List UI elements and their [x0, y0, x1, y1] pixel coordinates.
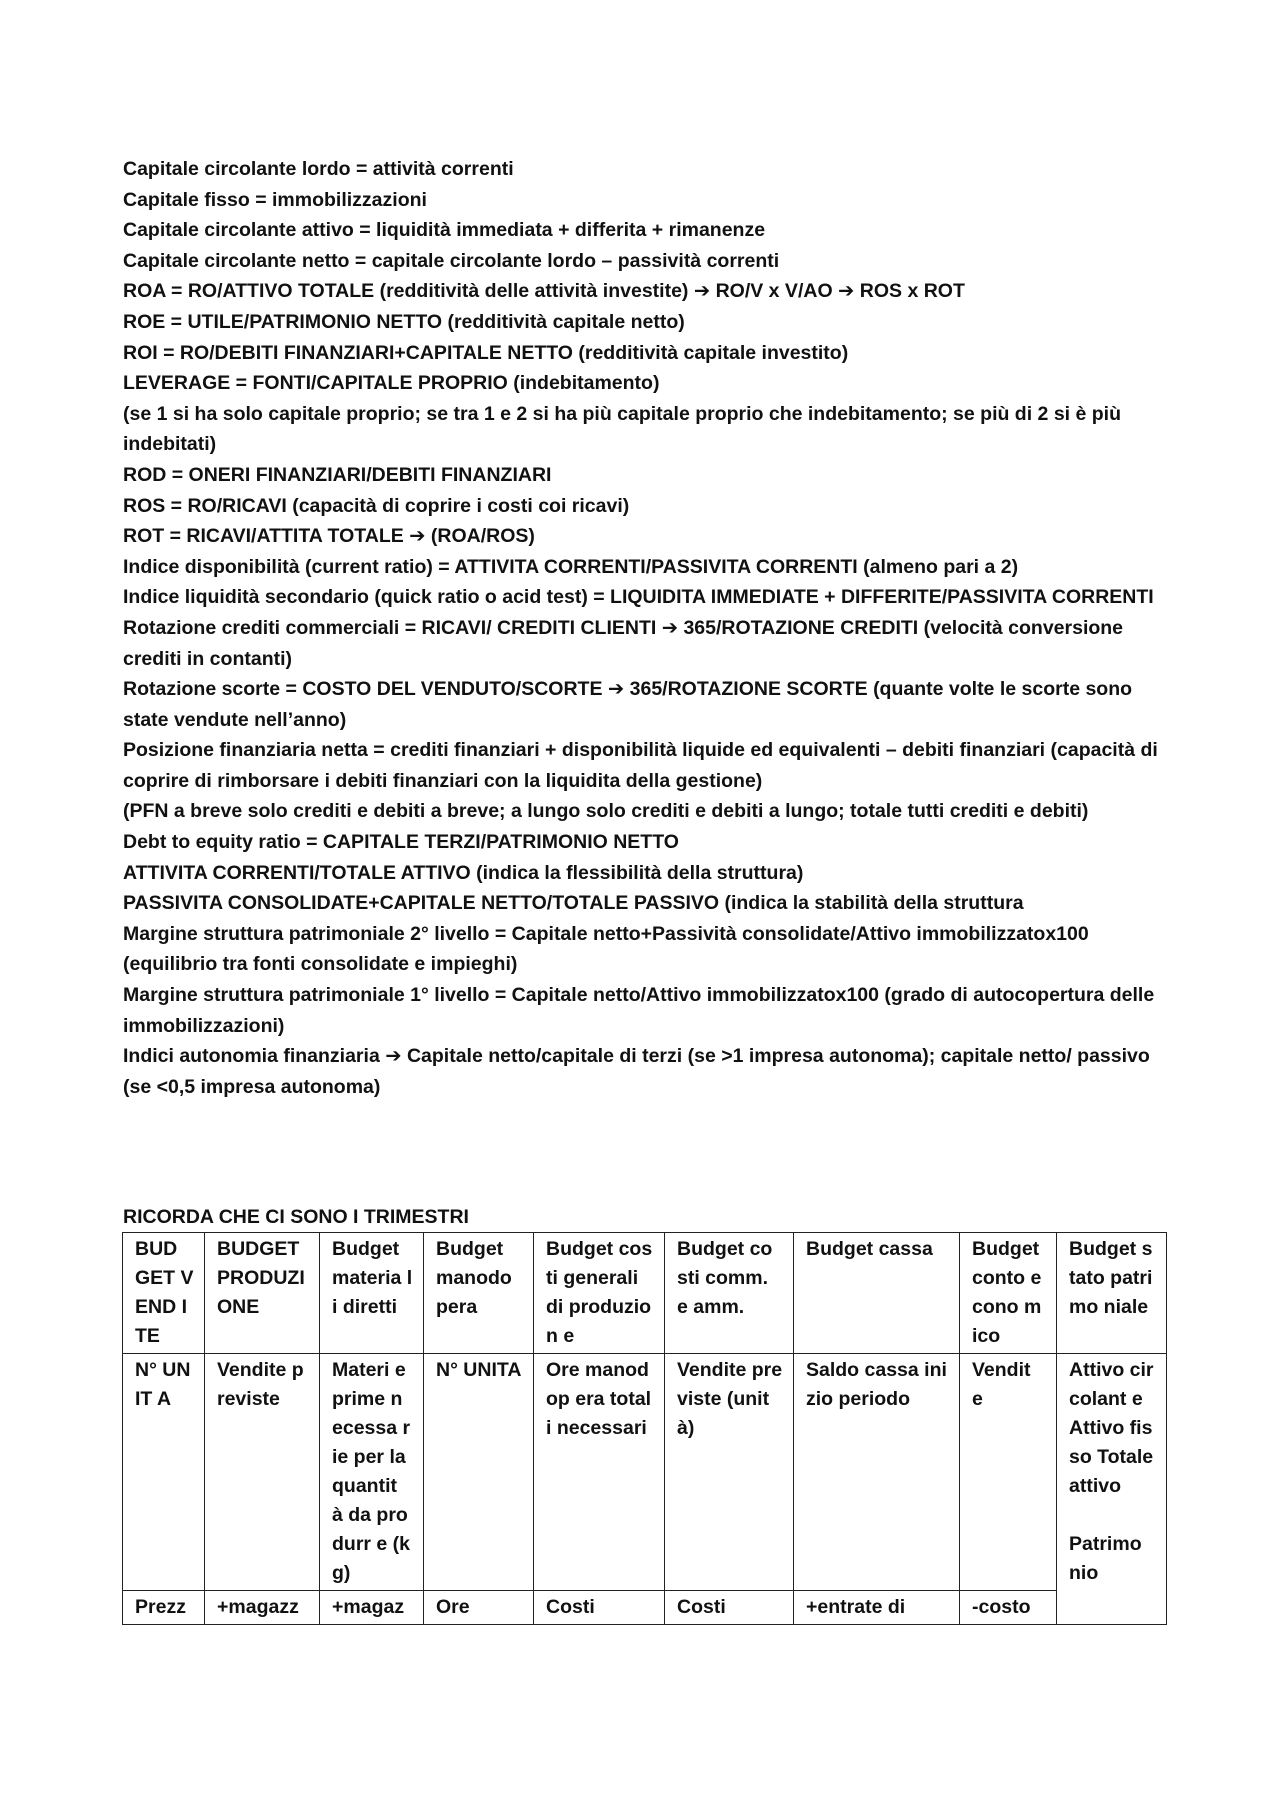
cell-text: Patrimo nio: [1069, 1533, 1142, 1584]
formula-line: (se 1 si ha solo capitale proprio; se tra 1 e 2 si ha più capitale proprio che indebitamento; se più di 2 si è più indebitati): [123, 402, 1122, 456]
formula-line: Margine struttura patrimoniale 1° livello = Capitale netto/Attivo immobilizzatox100 (grado di autocopertura delle immobilizzazioni): [123, 984, 1155, 1037]
budget-table: [122, 1232, 1167, 1625]
table-header-cell: Budget costi generali di produzion e: [534, 1233, 665, 1354]
table-row: [123, 1354, 1167, 1591]
formula-list: [123, 154, 1173, 1102]
formula-line: Posizione finanziaria netta = crediti finanziari + disponibilità liquide ed equivalenti – debiti finanziari (capacità di coprire di rimborsare i debiti finanziari con la liquidita della gestione): [123, 739, 1158, 792]
table-cell: Vendit e: [960, 1354, 1057, 1591]
table-cell: Saldo cassa inizio periodo: [794, 1354, 960, 1591]
table-header-cell: Budget conto econo mico: [960, 1233, 1057, 1354]
formula-line: ROI = RO/DEBITI FINANZIARI+CAPITALE NETTO (redditività capitale investito): [123, 341, 849, 364]
table-header-cell: Budget manodo pera: [424, 1233, 534, 1354]
formula-line: ROS = RO/RICAVI (capacità di coprire i costi coi ricavi): [123, 494, 630, 517]
table-cell: N° UNITA: [424, 1354, 534, 1591]
formula-line: Capitale fisso = immobilizzazioni: [123, 188, 427, 211]
formula-line: Rotazione scorte = COSTO DEL VENDUTO/SCORTE ➔ 365/ROTAZIONE SCORTE (quante volte le scorte sono state vendute nell’anno): [123, 678, 1133, 731]
table-cell: +entrate di: [794, 1591, 960, 1625]
table-cell: [1057, 1354, 1167, 1625]
table-cell: +magaz: [320, 1591, 424, 1625]
table-cell: Costi: [665, 1591, 794, 1625]
table-header-cell: Budget costi comm. e amm.: [665, 1233, 794, 1354]
table-cell: N° UNIT A: [123, 1354, 205, 1591]
table-header-cell: BUDGET PRODUZI ONE: [205, 1233, 320, 1354]
cell-text: Attivo circolant e Attivo fisso Totale attivo: [1069, 1359, 1154, 1497]
formula-line: Indice liquidità secondario (quick ratio o acid test) = LIQUIDITA IMMEDIATE + DIFFERITE/PASSIVITA CORRENTI: [123, 586, 1154, 609]
formula-line: ROE = UTILE/PATRIMONIO NETTO (redditività capitale netto): [123, 310, 685, 333]
table-row: [123, 1591, 1167, 1625]
reminder-heading: RICORDA CHE CI SONO I TRIMESTRI: [123, 1206, 469, 1228]
formula-line: LEVERAGE = FONTI/CAPITALE PROPRIO (indebitamento): [123, 372, 660, 395]
formula-line: Debt to equity ratio = CAPITALE TERZI/PATRIMONIO NETTO: [123, 831, 679, 854]
formula-line: Indice disponibilità (current ratio) = ATTIVITA CORRENTI/PASSIVITA CORRENTI (almeno pari a 2): [123, 555, 1019, 578]
table-cell: Vendite previste (unità): [665, 1354, 794, 1591]
table-header-cell: BUD GET VEND ITE: [123, 1233, 205, 1354]
formula-line: ROT = RICAVI/ATTITA TOTALE ➔ (ROA/ROS): [123, 525, 535, 548]
formula-line: Margine struttura patrimoniale 2° livello = Capitale netto+Passività consolidate/Attivo immobilizzatox100 (equilibrio tra fonti consolidate e impieghi): [123, 922, 1089, 976]
formula-line: ROD = ONERI FINANZIARI/DEBITI FINANZIARI: [123, 463, 552, 486]
table-cell: -costo: [960, 1591, 1057, 1625]
formula-line: Capitale circolante lordo = attività correnti: [123, 158, 514, 180]
formula-line: ATTIVITA CORRENTI/TOTALE ATTIVO (indica la flessibilità della struttura): [123, 861, 804, 884]
formula-line: (PFN a breve solo crediti e debiti a breve; a lungo solo crediti e debiti a lungo; totale tutti crediti e debiti): [123, 800, 1089, 823]
table-header-cell: Budget stato patrimo niale: [1057, 1233, 1167, 1354]
table-cell: Ore: [424, 1591, 534, 1625]
table-cell: Materi e prime necessa rie per la quantit à da produrr e (kg): [320, 1354, 424, 1591]
formula-line: Indici autonomia finanziaria ➔ Capitale netto/capitale di terzi (se >1 impresa autonoma); capitale netto/ passivo (se <0,5 impresa autonoma): [123, 1045, 1150, 1098]
table-header-row: [123, 1233, 1167, 1354]
formula-line: Capitale circolante attivo = liquidità immediata + differita + rimanenze: [123, 219, 766, 242]
table-cell: Vendite previste: [205, 1354, 320, 1591]
table-cell: Prezz: [123, 1591, 205, 1625]
formula-line: PASSIVITA CONSOLIDATE+CAPITALE NETTO/TOTALE PASSIVO (indica la stabilità della struttura: [123, 892, 1024, 915]
table-cell: Ore manodop era totali necessari: [534, 1354, 665, 1591]
table-cell: Costi: [534, 1591, 665, 1625]
table-cell: +magazz: [205, 1591, 320, 1625]
formula-line: ROA = RO/ATTIVO TOTALE (redditività delle attività investite) ➔ RO/V x V/AO ➔ ROS x ROT: [123, 280, 965, 303]
formula-line: Capitale circolante netto = capitale circolante lordo – passività correnti: [123, 249, 780, 272]
formula-line: Rotazione crediti commerciali = RICAVI/ CREDITI CLIENTI ➔ 365/ROTAZIONE CREDITI (velocità conversione crediti in contanti): [123, 616, 1124, 670]
table-header-cell: Budget materia li diretti: [320, 1233, 424, 1354]
table-header-cell: Budget cassa: [794, 1233, 960, 1354]
